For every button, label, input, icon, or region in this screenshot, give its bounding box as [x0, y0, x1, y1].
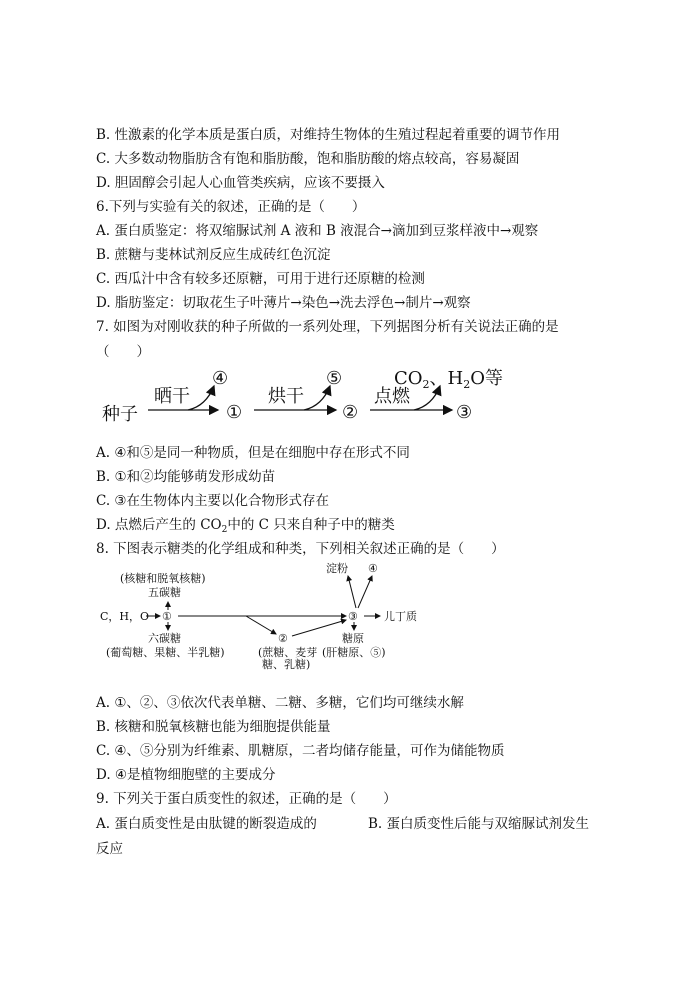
- q7-option-a: A. ④和⑤是同一种物质，但是在细胞中存在形式不同: [96, 445, 410, 461]
- q7-num-3: ③: [456, 402, 473, 423]
- q8-n2-examples-1: (蔗糖、麦芽: [258, 646, 318, 659]
- q8-option-c: C. ④、⑤分别为纤维素、肌糖原，二者均储存能量，可作为储能物质: [96, 743, 505, 759]
- q7-arrow-2-branch: [304, 386, 330, 410]
- q5-option-c: C. 大多数动物脂肪含有饱和脂肪酸，饱和脂肪酸的熔点较高，容易凝固: [96, 151, 520, 167]
- q8-glycogen-label: 糖原: [342, 632, 364, 645]
- q9-option-b-continued: 反应: [96, 841, 123, 857]
- q7-bake-label: 烘干: [268, 386, 304, 407]
- q8-num-3: ③: [348, 610, 358, 623]
- q7-num-4: ④: [212, 368, 229, 389]
- q8-num-4: ④: [368, 562, 378, 575]
- q8-elements-label: C，H，O: [100, 610, 150, 623]
- q8-arrow-starch: [348, 576, 356, 608]
- q6-option-d: D. 脂肪鉴定：切取花生子叶薄片→染色→洗去浮色→制片→观察: [96, 295, 471, 311]
- q7-stem-paren: （ ）: [96, 344, 150, 360]
- q8-arrow-from-2: [292, 620, 346, 636]
- q7-stem: 7. 如图为对刚收获的种子所做的一系列处理，下列据图分析有关说法正确的是: [96, 319, 559, 335]
- q9-option-a: A. 蛋白质变性是由肽键的断裂造成的: [96, 816, 317, 832]
- q8-arrow-to-2: [246, 616, 276, 634]
- q7-dry-sun-label: 晒干: [154, 386, 190, 407]
- q7-option-b: B. ①和②均能够萌发形成幼苗: [96, 469, 276, 485]
- q7-ignite-label: 点燃: [374, 386, 410, 407]
- q7-arrow-1-branch: [188, 386, 214, 410]
- q8-figure: [96, 558, 436, 671]
- q8-glycogen-examples: (肝糖原、⑤): [322, 646, 386, 659]
- q7-option-c: C. ③在生物体内主要以化合物形式存在: [96, 493, 330, 509]
- q7-products: $CO_2$、$H_2O$等: [394, 368, 503, 391]
- q8-starch-label: 淀粉: [326, 562, 348, 575]
- q6-stem: 6.下列与实验有关的叙述，正确的是（ ）: [96, 199, 366, 215]
- q8-stem: 8. 下图表示糖类的化学组成和种类，下列相关叙述正确的是（ ）: [96, 541, 505, 557]
- q8-hexose-examples: (葡萄糖、果糖、半乳糖): [106, 646, 225, 659]
- q7-num-1: ①: [226, 402, 243, 423]
- q9-stem: 9. 下列关于蛋白质变性的叙述，正确的是（ ）: [96, 791, 397, 807]
- q6-option-c: C. 西瓜汁中含有较多还原糖，可用于进行还原糖的检测: [96, 271, 425, 287]
- q8-ribose-label: (核糖和脱氧核糖): [120, 572, 206, 585]
- q7-num-2: ②: [342, 402, 359, 423]
- q8-num-1: ①: [162, 610, 172, 623]
- q9-option-b: B. 蛋白质变性后能与双缩脲试剂发生: [368, 816, 590, 832]
- q8-option-a: A. ①、②、③依次代表单糖、二糖、多糖，它们均可继续水解: [96, 695, 464, 711]
- q8-n2-examples-2: 糖、乳糖): [262, 658, 311, 671]
- q5-option-b: B. 性激素的化学本质是蛋白质，对维持生物体的生殖过程起着重要的调节作用: [96, 127, 561, 143]
- q7-figure: [96, 364, 516, 426]
- q8-arrow-4: [358, 576, 372, 608]
- q7-num-5: ⑤: [326, 368, 343, 389]
- q7-option-d: D. 点燃后产生的 $CO_2$中的 C 只来自种子中的糖类: [96, 517, 395, 535]
- q8-hexose-label: 六碳糖: [148, 632, 181, 645]
- q5-option-d: D. 胆固醇会引起人心血管类疾病，应该不要摄入: [96, 175, 385, 191]
- q8-option-b: B. 核糖和脱氧核糖也能为细胞提供能量: [96, 719, 331, 735]
- q8-num-2: ②: [278, 632, 288, 645]
- q7-seed-label: 种子: [102, 404, 138, 425]
- q6-option-a: A. 蛋白质鉴定：将双缩脲试剂 A 液和 B 液混合→滴加到豆浆样液中→观察: [96, 223, 539, 239]
- q6-option-b: B. 蔗糖与斐林试剂反应生成砖红色沉淀: [96, 247, 331, 263]
- q8-pentose-label: 五碳糖: [148, 586, 181, 599]
- q8-chitin-label: 儿丁质: [384, 610, 417, 623]
- q8-option-d: D. ④是植物细胞壁的主要成分: [96, 767, 276, 783]
